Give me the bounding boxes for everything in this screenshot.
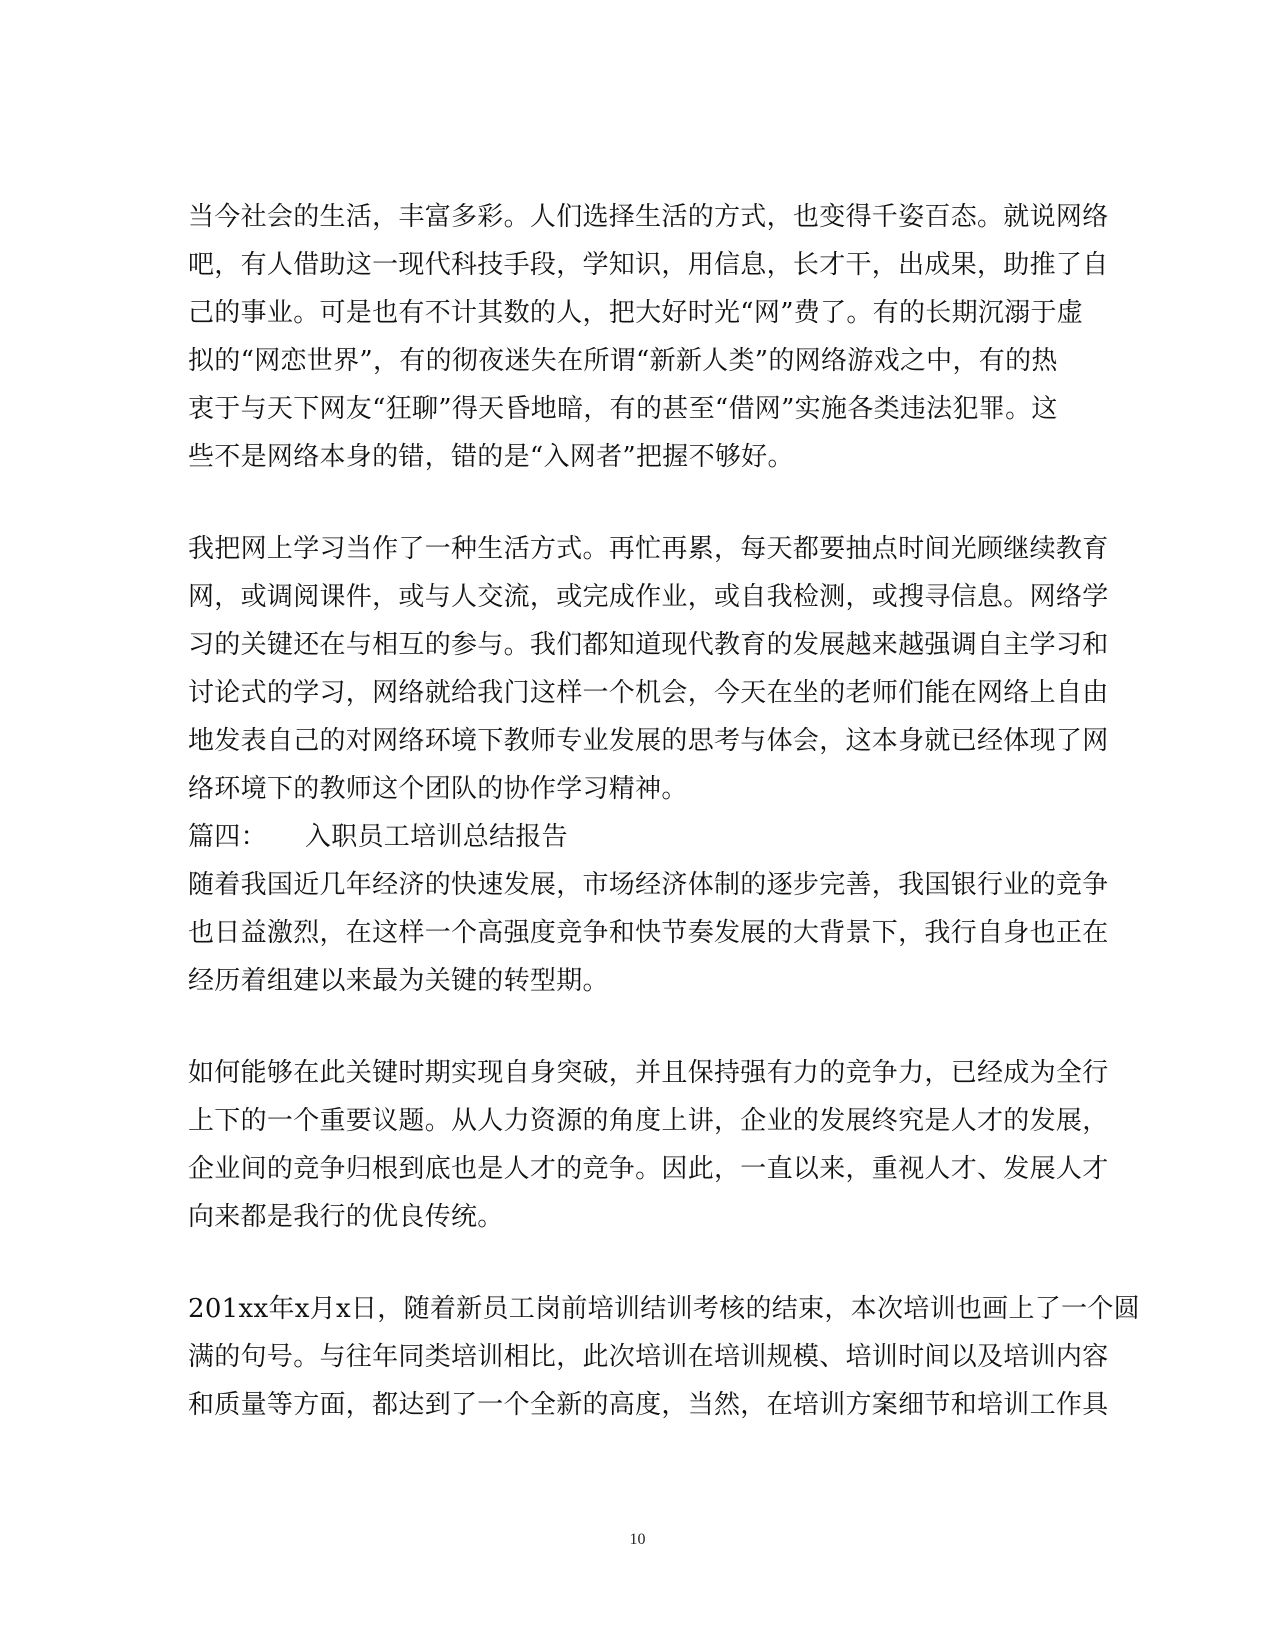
paragraph-1-line-5: 衷于与天下网友“狂聊”得天昏地暗，有的甚至“借网”实施各类违法犯罪。这 [188, 394, 1058, 424]
paragraph-2-line-4: 讨论式的学习，网络就给我门这样一个机会，今天在坐的老师们能在网络上自由 [188, 678, 1109, 708]
paragraph-2-line-5: 地发表自己的对网络环境下教师专业发展的思考与体会，这本身就已经体现了网 [188, 726, 1109, 756]
paragraph-1-line-6: 些不是网络本身的错，错的是“入网者”把握不够好。 [188, 442, 794, 472]
section-heading-label: 篇四： [188, 822, 267, 852]
page-number: 10 [629, 1531, 646, 1548]
paragraph-4-line-4: 向来都是我行的优良传统。 [188, 1202, 504, 1232]
paragraph-5-line-2: 满的句号。与往年同类培训相比，此次培训在培训规模、培训时间以及培训内容 [188, 1342, 1109, 1372]
paragraph-1-line-2: 吧，有人借助这一现代科技手段，学知识，用信息，长才干，出成果，助推了自 [188, 250, 1109, 280]
paragraph-3-line-3: 经历着组建以来最为关键的转型期。 [188, 966, 609, 996]
paragraph-5-line-1: 201xx年x月x日，随着新员工岗前培训结训考核的结束，本次培训也画上了一个圆 [188, 1294, 1140, 1324]
paragraph-4-line-1: 如何能够在此关键时期实现自身突破，并且保持强有力的竞争力，已经成为全行 [188, 1058, 1109, 1088]
paragraph-5-line-3: 和质量等方面，都达到了一个全新的高度，当然，在培训方案细节和培训工作具 [188, 1390, 1109, 1420]
paragraph-1-line-1: 当今社会的生活，丰富多彩。人们选择生活的方式，也变得千姿百态。就说网络 [188, 202, 1109, 232]
paragraph-3-line-2: 也日益激烈，在这样一个高强度竞争和快节奏发展的大背景下，我行自身也正在 [188, 918, 1109, 948]
paragraph-2-line-6: 络环境下的教师这个团队的协作学习精神。 [188, 774, 688, 804]
paragraph-3-line-1: 随着我国近几年经济的快速发展，市场经济体制的逐步完善，我国银行业的竞争 [188, 870, 1109, 900]
paragraph-4-line-3: 企业间的竞争归根到底也是人才的竞争。因此，一直以来，重视人才、发展人才 [188, 1154, 1109, 1184]
section-heading [188, 822, 568, 852]
paragraph-4-line-2: 上下的一个重要议题。从人力资源的角度上讲，企业的发展终究是人才的发展， [188, 1106, 1109, 1136]
paragraph-1-line-4: 拟的“网恋世界”，有的彻夜迷失在所谓“新新人类”的网络游戏之中，有的热 [188, 346, 1058, 376]
paragraph-2-line-2: 网，或调阅课件，或与人交流，或完成作业，或自我检测，或搜寻信息。网络学 [188, 582, 1109, 612]
paragraph-2-line-1: 我把网上学习当作了一种生活方式。再忙再累，每天都要抽点时间光顾继续教育 [188, 534, 1109, 564]
paragraph-1-line-3: 己的事业。可是也有不计其数的人，把大好时光“网”费了。有的长期沉溺于虚 [188, 298, 1084, 328]
section-heading-title: 入职员工培训总结报告 [304, 822, 568, 852]
paragraph-2-line-3: 习的关键还在与相互的参与。我们都知道现代教育的发展越来越强调自主学习和 [188, 630, 1109, 660]
